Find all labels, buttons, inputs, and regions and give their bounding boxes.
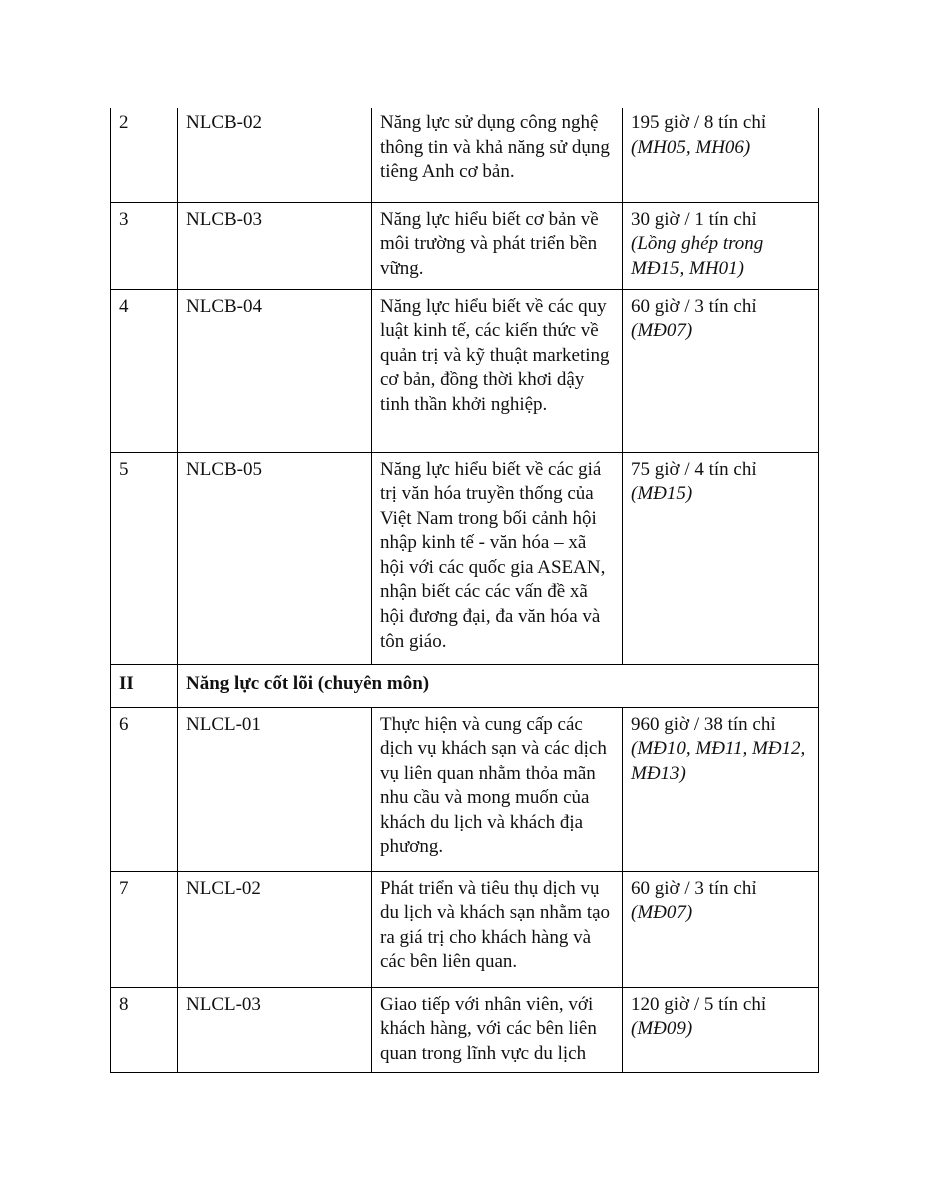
competency-code: NLCB-02	[178, 108, 372, 202]
duration-cell	[623, 987, 819, 1073]
table-row	[111, 452, 819, 664]
table-row	[111, 707, 819, 871]
duration-cell	[623, 108, 819, 202]
module-reference: (Lồng ghép trong MĐ15, MH01)	[631, 233, 764, 279]
module-reference: (MĐ09)	[631, 1018, 693, 1040]
duration-cell	[623, 452, 819, 664]
competency-code: NLCL-01	[178, 707, 372, 871]
table-row	[111, 108, 819, 202]
module-reference: (MĐ07)	[631, 902, 693, 924]
hours-credits: 195 giờ / 8 tín chỉ	[631, 112, 767, 133]
competency-description: Phát triển và tiêu thụ dịch vụ du lịch và khách sạn nhằm tạo ra giá trị cho khách hàng và các bên liên quan.	[372, 871, 623, 987]
table-row	[111, 987, 819, 1073]
duration-cell	[623, 871, 819, 987]
competency-description: Giao tiếp với nhân viên, với khách hàng, với các bên liên quan trong lĩnh vực du lịch	[372, 987, 623, 1073]
table-row	[111, 202, 819, 289]
competency-description: Năng lực hiểu biết về các quy luật kinh tế, các kiến thức về quản trị và kỹ thuật marketing cơ bản, đồng thời khơi dậy tinh thần khởi nghiệp.	[372, 289, 623, 452]
module-reference: (MH05, MH06)	[631, 136, 751, 158]
module-reference: (MĐ07)	[631, 320, 693, 342]
row-number: 5	[111, 452, 178, 664]
row-number: 8	[111, 987, 178, 1073]
hours-credits: 30 giờ / 1 tín chỉ	[631, 208, 757, 230]
row-number: 3	[111, 202, 178, 289]
duration-cell	[623, 707, 819, 871]
competency-description: Năng lực hiểu biết về các giá trị văn hóa truyền thống của Việt Nam trong bối cảnh hội nhập kinh tế - văn hóa – xã hội với các quốc gia ASEAN, nhận biết các các vấn đề xã hội đương đại, đa văn hóa và tôn giáo.	[372, 452, 623, 664]
module-reference: (MĐ10, MĐ11, MĐ12, MĐ13)	[631, 738, 806, 784]
section-number: II	[111, 664, 178, 707]
section-title: Năng lực cốt lõi (chuyên môn)	[178, 664, 819, 707]
row-number: 7	[111, 871, 178, 987]
row-number: 2	[111, 108, 178, 202]
competency-code: NLCB-03	[178, 202, 372, 289]
hours-credits: 960 giờ / 38 tín chỉ	[631, 713, 776, 735]
module-reference: (MĐ15)	[631, 483, 693, 505]
row-number: 4	[111, 289, 178, 452]
competency-table	[110, 108, 819, 1073]
competency-code: NLCL-02	[178, 871, 372, 987]
competency-code: NLCL-03	[178, 987, 372, 1073]
hours-credits: 75 giờ / 4 tín chỉ	[631, 458, 757, 480]
hours-credits: 60 giờ / 3 tín chỉ	[631, 295, 757, 317]
competency-description: Năng lực sử dụng công nghệ thông tin và khả năng sử dụng tiêng Anh cơ bản.	[372, 108, 623, 202]
competency-description: Năng lực hiểu biết cơ bản về môi trường và phát triển bền vững.	[372, 202, 623, 289]
table-row	[111, 871, 819, 987]
duration-cell	[623, 202, 819, 289]
duration-cell	[623, 289, 819, 452]
hours-credits: 60 giờ / 3 tín chỉ	[631, 877, 757, 899]
row-number: 6	[111, 707, 178, 871]
section-header-row	[111, 664, 819, 707]
competency-code: NLCB-04	[178, 289, 372, 452]
competency-description: Thực hiện và cung cấp các dịch vụ khách sạn và các dịch vụ liên quan nhằm thỏa mãn nhu cầu và mong muốn của khách du lịch và khách địa phương.	[372, 707, 623, 871]
hours-credits: 120 giờ / 5 tín chỉ	[631, 993, 767, 1015]
table-row	[111, 289, 819, 452]
competency-code: NLCB-05	[178, 452, 372, 664]
